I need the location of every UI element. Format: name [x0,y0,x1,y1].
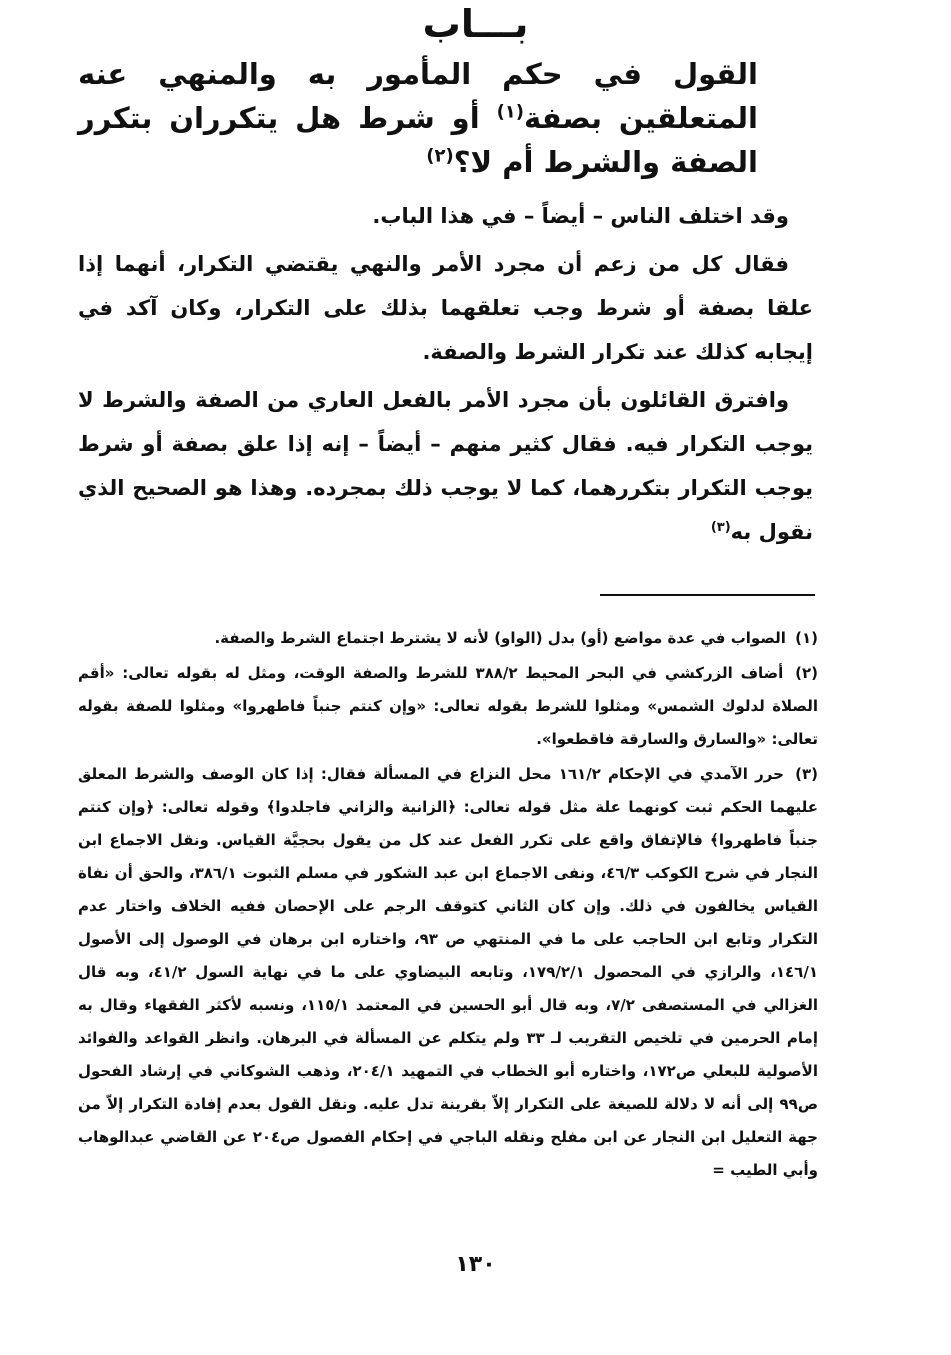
title-footnote-ref-1[interactable]: (١) [496,101,525,123]
body-paragraph-2: فقال كل من زعم أن مجرد الأمر والنهي يقتضي التكرار، أنهما إذا علقا بصفة أو شرط وجب تعلقهما بذلك على التكرار، وكان آكد في إيجابه كذلك عند تكرار الشرط والصفة. [78,252,813,364]
body-paragraph-1: وقد اختلف الناس – أيضاً – في هذا الباب. [372,204,789,228]
title-text-start: القول في حكم المأمور به والمنهي عنه المتعلقين بصفة [78,57,758,135]
footnote-text: أضاف الزركشي في البحر المحيط ٣٨٨/٢ للشرط والصفة الوقت، ومثل له بقوله تعالى: «أقم الصلاة لدلوك الشمس» ومثلوا للشرط بقوله تعالى: «وإن كنتم جنباً فاطهروا» ومثلوا للصفة بقوله تعالى: «والسارق والسارقة فاقطعوا». [78,664,818,748]
page-number: ١٣٠ [455,1252,496,1277]
footnote-number: (١) [795,629,818,647]
footnote-number: (٢) [795,664,819,682]
footnote-number: (٣) [795,765,818,783]
body-paragraph-3-text: وافترق القائلون بأن مجرد الأمر بالفعل العاري من الصفة والشرط لا يوجب التكرار فيه. فقال كثير منهم – أيضاً – إنه إذا علق بصفة أو شرط يوجب التكرار بتكررهما، كما لا يوجب ذلك بمجرده. وهذا هو الصحيح الذي نقول به [78,388,813,544]
body-paragraph-3 [78,378,813,554]
body-text [78,194,813,554]
footnote-text: الصواب في عدة مواضع (أو) بدل (الواو) لأنه لا يشترط اجتماع الشرط والصفة. [214,629,786,647]
footnote-text: حرر الآمدي في الإحكام ١٦١/٢ محل النزاع في المسألة فقال: إذا كان الوصف والشرط المعلق عليهما الحكم ثبت كونهما علة مثل قوله تعالى: ﴿الزانية والزاني فاجلدوا﴾ وقوله تعالى: ﴿وإن كنتم جنباً فاطهروا﴾ فالإتفاق واقع على تكرر الفعل عند كل من يقول بحجيَّة القياس. ونقل الاجماع ابن النجار في شرح الكوكب ٤٦/٣، ونفى الاجماع ابن عبد الشكور في مسلم الثبوت ٣٨٦/١، والحق أن نفاة القياس يخالفون في ذلك. وإن كان الثاني كتوقف الرجم على الإحصان ففيه الخلاف واختار عدم التكرار وتابع ابن الحاجب على ما في المنتهي ص ٩٣، واختاره ابن برهان في الوصول إلى الأصول ١٤٦/١، والرازي في المحصول ١٧٩/٢/١، وتابعه البيضاوي على ما في نهاية السول ٤١/٢، وبه قال الغزالي في المستصفى ٧/٢، وبه قال أبو الحسين في المعتمد ١١٥/١، ونسبه لأكثر الفقهاء وقال به إمام الحرمين في تلخيص التقريب لـ ٣٣ ولم يتكلم عن المسألة في البرهان. وانظر القواعد والفوائد الأصولية للبعلي ص١٧٢، واختاره أبو الخطاب في التمهيد ٢٠٤/١، وذهب الشوكاني في إرشاد الفحول ص٩٩ إلى أنه لا دلالة للصيغة على التكرار إلاّ بقرينة تدل عليه. ونقل القول بعدم إفادة التكرار إلاّ من جهة التعليل ابن النجار عن ابن مفلح ونقله الباجي في إحكام الفصول ص٢٠٤ عن القاضي عبدالوهاب وأبي الطيب [78,765,819,1179]
title-text-middle: أو شرط هل يتكرران بتكرر الصفة والشرط أم لا؟ [78,101,758,179]
footnote-continuation-mark: = [712,1161,725,1179]
footnotes [78,622,818,1187]
chapter-label: بـــاب [422,2,529,46]
footnote-3 [78,758,818,1187]
footnote-1 [78,622,818,655]
footnote-2 [78,657,818,756]
body-footnote-ref-3[interactable]: (٣) [710,520,731,535]
chapter-title [78,52,758,184]
title-footnote-ref-2[interactable]: (٢) [426,145,454,167]
footnote-divider [600,594,815,596]
